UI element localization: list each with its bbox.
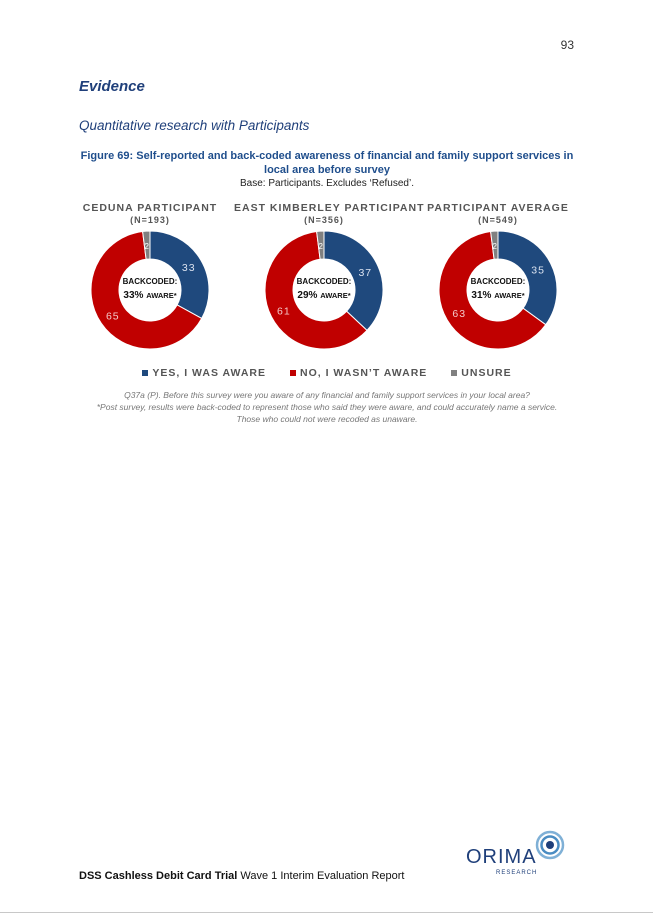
logo-subtext: RESEARCH (496, 870, 538, 876)
slice-label-no: 61 (277, 305, 291, 318)
footnote-note-2: Those who could not were recoded as unaware. (236, 414, 418, 424)
logo-wordmark: ORIMA (466, 846, 537, 868)
orima-logo (466, 830, 566, 880)
slice-label-unsure: 2 (492, 242, 498, 252)
footnote-question: Q37a (P). Before this survey were you aware of any financial and family support services in your local area? (124, 390, 530, 400)
center-value-line (123, 290, 176, 301)
center-suffix: AWARE* (320, 291, 351, 300)
donut-chart-participant-average (408, 202, 588, 362)
chart-legend (79, 367, 575, 379)
donut-svg (88, 228, 212, 352)
page-footer (79, 870, 404, 882)
donut-svg (436, 228, 560, 352)
figure-base: Base: Participants. Excludes ‘Refused’. (240, 178, 414, 189)
slice-label-yes: 33 (181, 262, 196, 275)
chart-sample-size: (N=549) (478, 215, 518, 225)
footer-report-subtitle: Wave 1 Interim Evaluation Report (237, 870, 405, 882)
page-number: 93 (560, 38, 574, 52)
chart-title: EAST KIMBERLEY PARTICIPANT (234, 202, 425, 214)
chart-sample-size: (N=356) (304, 215, 344, 225)
figure-caption: Figure 69: Self-reported and back-coded awareness of financial and family support services in local area before survey (80, 150, 574, 176)
slice-label-no: 63 (452, 307, 467, 320)
legend-label-yes: YES, I WAS AWARE (152, 367, 266, 379)
legend-label-unsure: UNSURE (461, 367, 512, 379)
donut-chart-east-kimberley (234, 202, 425, 362)
slice-label-unsure: 2 (318, 242, 324, 252)
chart-title: CEDUNA PARTICIPANT (82, 202, 218, 214)
center-value: 33% (123, 290, 144, 301)
center-label: BACKCODED: (470, 277, 526, 286)
legend-item-unsure (451, 367, 511, 379)
chart-title: PARTICIPANT AVERAGE (427, 202, 569, 214)
legend-label-no: NO, I WASN’T AWARE (300, 367, 428, 379)
donut-svg (262, 228, 386, 352)
footer-report-name: DSS Cashless Debit Card Trial (79, 870, 238, 882)
bottom-divider (0, 912, 653, 913)
chart-sample-size: (N=193) (130, 215, 170, 225)
section-heading: Evidence (79, 78, 145, 95)
center-suffix: AWARE* (146, 291, 177, 300)
center-value-line (297, 290, 350, 301)
slice-yes (150, 231, 209, 318)
center-value: 31% (471, 290, 492, 301)
logo-rings-icon (535, 830, 565, 860)
slice-label-yes: 35 (531, 264, 545, 277)
slice-label-yes: 37 (358, 267, 373, 280)
legend-item-yes (142, 367, 266, 379)
center-value: 29% (297, 290, 318, 301)
legend-swatch-yes (142, 370, 148, 376)
slice-label-no: 65 (105, 310, 120, 323)
center-value-line (471, 290, 524, 301)
center-label: BACKCODED: (296, 277, 352, 286)
donut-chart-ceduna (60, 202, 240, 362)
footnote-note-1: *Post survey, results were back-coded to represent those who said they were aware, and could accurately name a service. (96, 402, 558, 412)
legend-swatch-no (290, 370, 296, 376)
subsection-heading: Quantitative research with Participants (79, 118, 310, 133)
center-label: BACKCODED: (122, 277, 178, 286)
figure-footnote (79, 389, 575, 425)
slice-label-unsure: 2 (144, 242, 150, 252)
legend-swatch-unsure (451, 370, 457, 376)
legend-item-no (290, 367, 427, 379)
center-suffix: AWARE* (494, 291, 525, 300)
